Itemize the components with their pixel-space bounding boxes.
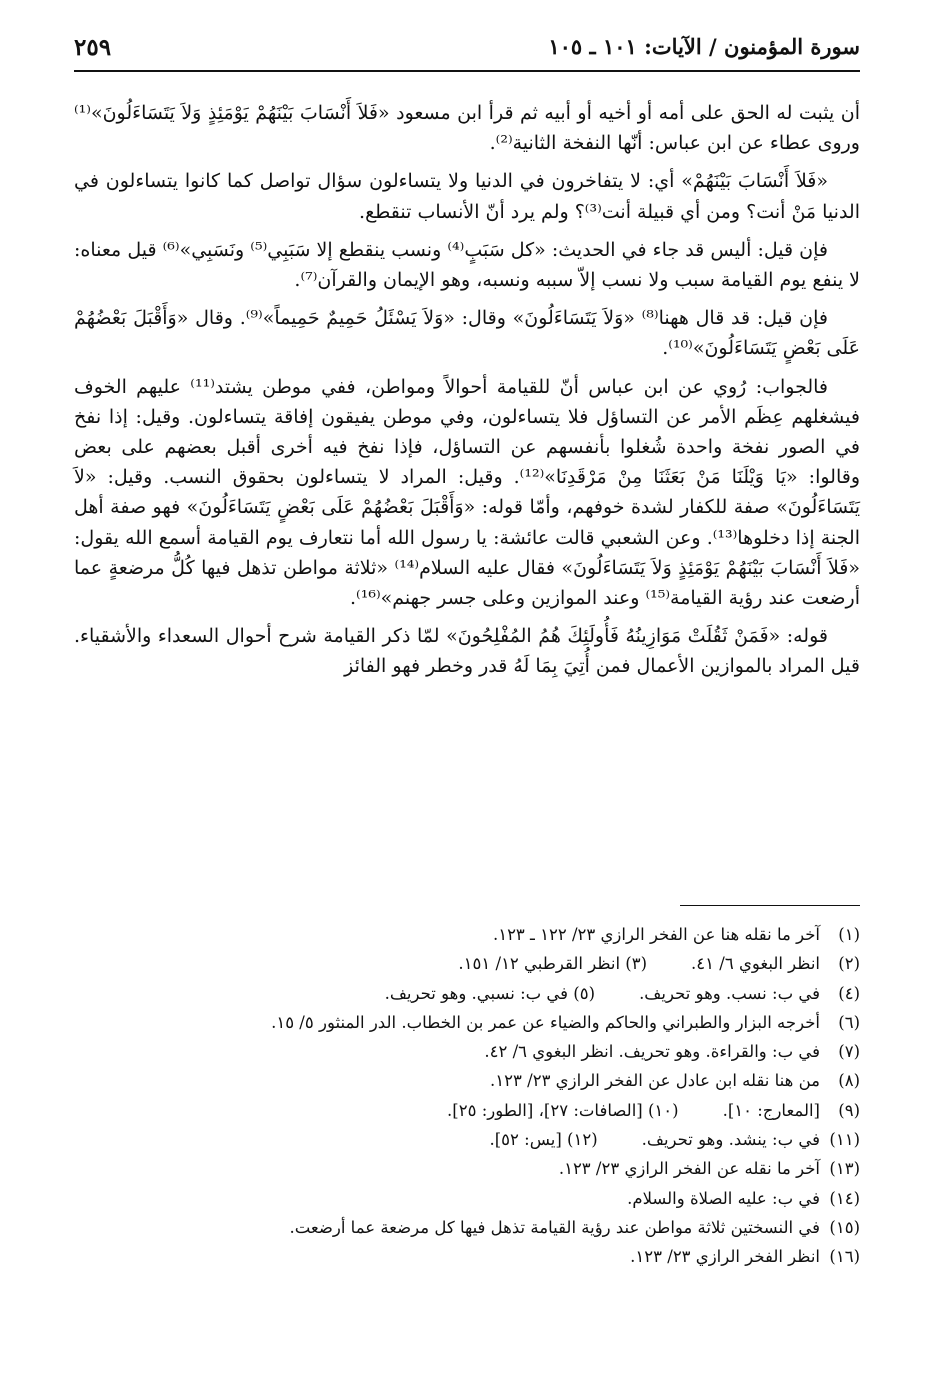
footnote	[74, 1037, 860, 1066]
footnote-text: آخر ما نقله هنا عن الفخر الرازي ٢٣/ ١٢٢ ـ ١٢٣.	[492, 925, 820, 944]
footnote-text: [المعارج: ١٠].	[722, 1100, 820, 1120]
footnote-text: في ب: نسب. وهو تحريف.	[639, 983, 820, 1003]
footnote-text: من هنا نقله ابن عادل عن الفخر الرازي ٢٣/ ١٢٣.	[490, 1071, 820, 1091]
footnote-number: (١٥)	[829, 1217, 860, 1237]
paragraph: قوله: «فَمَنْ ثَقُلَتْ مَوَازِينُهُ فَأُولَئِكَ هُمُ المُفْلِحُونَ» لمّا ذكر القيامة شرح أحوال السعداء والأشقياء. قيل المراد بالموازين الأعمال فمن أُتِيَ بِمَا لَهُ قدر وخطر فهو الفائز	[74, 625, 860, 678]
paragraph: «فَلاَ أَنْسَابَ بَيْنَهُمْ» أي: لا يتفاخرون في الدنيا ولا يتساءلون سؤال تواصل كما كانوا يتساءلون في الدنيا مَنْ أنت؟ ومن أي قبيلة أنت⁽³⁾؟ ولم يرد أنّ الأنساب تنقطع.	[74, 170, 860, 223]
paragraph: أن يثبت له الحق على أمه أو أخيه أو أبيه ثم قرأ ابن مسعود «فَلاَ أَنْسَابَ بَيْنَهُمْ يَوْمَئِذٍ وَلاَ يَتَسَاءَلُونَ»⁽¹⁾ وروى عطاء عن ابن عباس: أنّها النفخة الثانية⁽²⁾.	[74, 102, 860, 155]
footnote-number: (٩)	[838, 1100, 860, 1120]
footnote-number: (١٦)	[829, 1247, 860, 1267]
footnote-text: (١٢) [يس: ٥٢].	[489, 1130, 598, 1150]
footnote-text: (٥) في ب: نسبي. وهو تحريف.	[384, 983, 596, 1003]
footnote	[74, 949, 860, 978]
footnote-number: (٦)	[838, 1012, 860, 1032]
main-text	[74, 98, 860, 690]
footnote-text: انظر البغوي ٦/ ٤١.	[691, 954, 820, 974]
footnote	[74, 1008, 860, 1037]
header-title: سورة المؤمنون / الآيات: ١٠١ ـ ١٠٥	[548, 34, 860, 59]
footnote	[74, 1242, 860, 1271]
paragraph: فإن قيل: أليس قد جاء في الحديث: «كل سَبَبٍ⁽⁴⁾ ونسب ينقطع إلا سَبَبِي⁽⁵⁾ ونَسَبِي»⁽⁶⁾ قيل معناه: لا ينفع يوم القيامة سبب ولا نسب إلاّ سببه ونسبه، وهو الإيمان والقرآن⁽⁷⁾.	[74, 238, 860, 292]
footnote	[74, 1096, 860, 1125]
footnote-number: (٧)	[838, 1042, 860, 1062]
footnote-number: (٢)	[838, 954, 860, 974]
footnote	[74, 1125, 860, 1154]
footnote-text: انظر الفخر الرازي ٢٣/ ١٢٣.	[630, 1247, 820, 1267]
footnotes	[74, 920, 860, 1272]
footnote-text: آخر ما نقله عن الفخر الرازي ٢٣/ ١٢٣.	[558, 1159, 820, 1179]
footnote-divider	[680, 905, 860, 906]
footnote-number: (١١)	[829, 1130, 860, 1150]
footnote-text: (١٠) [الصافات: ٢٧]، [الطور: ٢٥].	[447, 1100, 679, 1120]
footnote-text: في النسختين ثلاثة مواطن عند رؤية القيامة تذهل فيها كل مرضعة عما أرضعت.	[289, 1217, 820, 1237]
paragraph: فإن قيل: قد قال ههنا⁽⁸⁾ «وَلاَ يَتَسَاءَلُونَ» وقال: «وَلاَ يَسْئَلُ حَمِيمٌ حَمِيماً»⁽⁹⁾. وقال «وَأَقْبَلَ بَعْضُهُمْ عَلَى بَعْضٍ يَتَسَاءَلُونَ»⁽¹⁰⁾.	[74, 307, 860, 360]
footnote-text: في ب: ينشد. وهو تحريف.	[641, 1130, 820, 1150]
footnote-text: في ب: عليه الصلاة والسلام.	[627, 1188, 820, 1208]
footnote-text: في ب: والقراءة. وهو تحريف. انظر البغوي ٦/ ٤٢.	[484, 1042, 820, 1062]
footnote	[74, 920, 860, 949]
footnote-number: (٨)	[838, 1071, 860, 1091]
footnote-number: (١)	[838, 925, 860, 944]
footnote-number: (٤)	[838, 983, 860, 1003]
footnote-text: أخرجه البزار والطبراني والحاكم والضياء عن عمر بن الخطاب. الدر المنثور ٥/ ١٥.	[271, 1012, 820, 1032]
footnote	[74, 1184, 860, 1213]
footnote	[74, 979, 860, 1008]
footnote-number: (١٤)	[829, 1188, 860, 1208]
footnote	[74, 1066, 860, 1095]
page-number: ٢٥٩	[74, 34, 112, 61]
footnote-number: (١٣)	[829, 1159, 860, 1179]
footnote-text: (٣) انظر القرطبي ١٢/ ١٥١.	[458, 954, 648, 974]
paragraph: فالجواب: رُوي عن ابن عباس أنّ للقيامة أحوالاً ومواطن، ففي موطن يشتد⁽¹¹⁾ عليهم الخوف فيشغلهم عِظَم الأمر عن التساؤل فلا يتساءلون، وفي موطن يفيقون إفاقة يتساءلون. وقيل: إذا نفخ في الصور نفخة واحدة شُغلوا بأنفسهم عن التساؤل، فإذا نفخ فيه أخرى أقبل بعضهم على بعض وقالوا: «يَا وَيْلَنَا مَنْ بَعَثَنَا مِنْ مَرْقَدِنَا»⁽¹²⁾. وقيل: المراد لا يتساءلون بحقوق النسب. وقيل: «لاَ يَتَسَاءَلُونَ» صفة للكفار لشدة خوفهم، وأمّا قوله: «وَأَقْبَلَ بَعْضُهُمْ عَلَى بَعْضٍ يَتَسَاءَلُونَ» فهو صفة أهل الجنة إذا دخلوها⁽¹³⁾. وعن الشعبي قالت عائشة: يا رسول الله أما نتعارف يوم القيامة أسمع الله يقول: «فَلاَ أَنْسَابَ بَيْنَهُمْ يَوْمَئِذٍ وَلاَ يَتَسَاءَلُونَ» فقال عليه السلام⁽¹⁴⁾ «ثلاثة مواطن تذهل فيها كُلُّ مرضعةٍ عما أرضعت عند رؤية القيامة⁽¹⁵⁾ وعند الموازين وعلى جسر جهنم»⁽¹⁶⁾.	[74, 375, 860, 610]
footnote	[74, 1154, 860, 1183]
footnote	[74, 1213, 860, 1242]
running-header	[74, 34, 860, 72]
